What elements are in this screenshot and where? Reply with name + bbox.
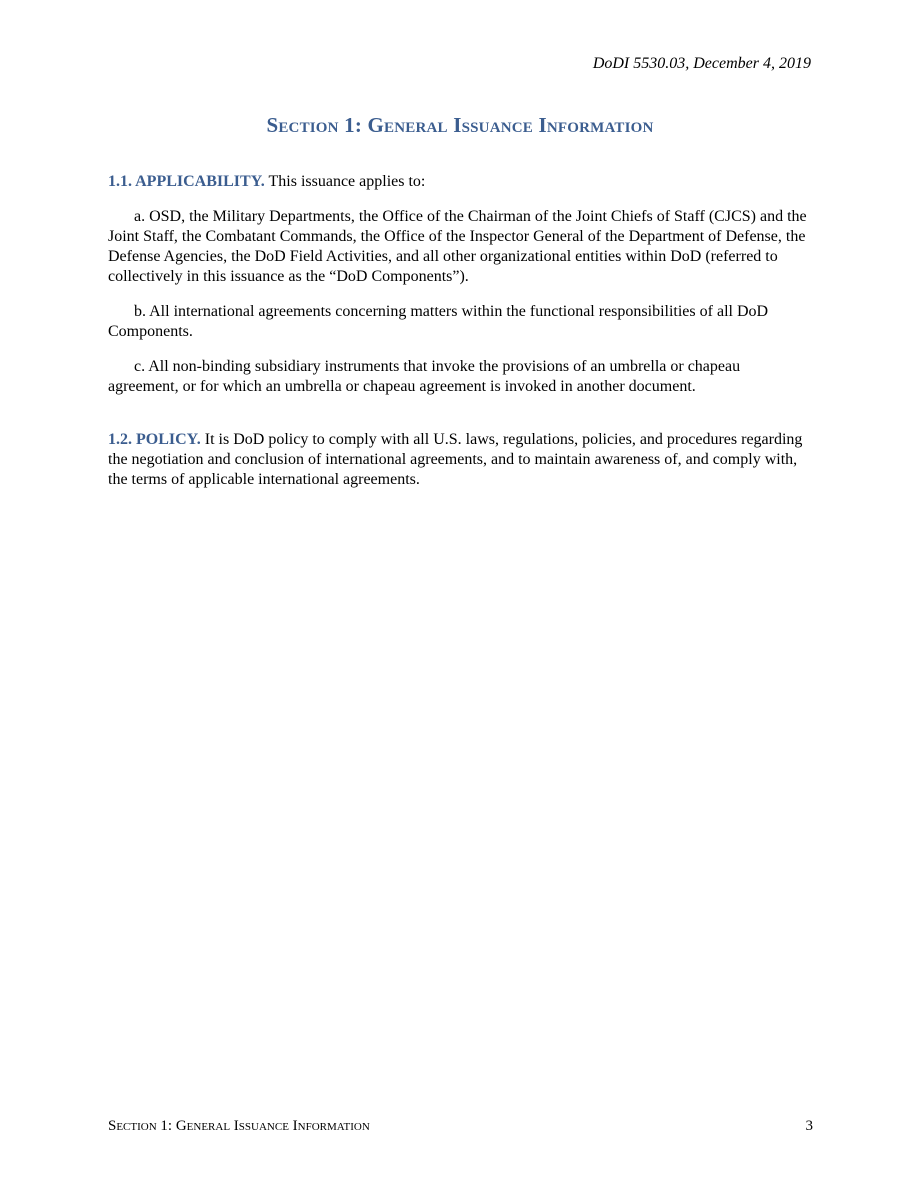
applicability-item-b: b. All international agreements concerning matters within the functional responsibilities of all DoD Components. [108,303,769,340]
section-title: Section 1: General Issuance Information [266,113,654,137]
document-body [108,172,813,490]
applicability-heading: 1.1. APPLICABILITY. [108,173,265,190]
applicability-intro: This issuance applies to: [264,173,426,190]
applicability-item-c: c. All non-binding subsidiary instruments that invoke the provisions of an umbrella or chapeau agreement, or for which an umbrella or chapeau agreement is invoked in another document. [108,358,741,395]
policy-paragraph [108,430,813,490]
page-footer [108,1118,813,1135]
footer-section-title: Section 1: General Issuance Information [108,1118,370,1134]
page-number: 3 [805,1118,813,1134]
policy-text: It is DoD policy to comply with all U.S. laws, regulations, policies, and procedures regarding the negotiation and conclusion of international agreements, and to maintain awareness of, and comply with, the terms of applicable international agreements. [108,431,803,488]
applicability-paragraph [108,172,813,192]
applicability-item-a: a. OSD, the Military Departments, the Office of the Chairman of the Joint Chiefs of Staff (CJCS) and the Joint Staff, the Combatant Commands, the Office of the Inspector General of the Department of Defense, the Defense Agencies, the DoD Field Activities, and all other organizational entities within DoD (referred to collectively in this issuance as the “DoD Components”). [108,208,807,285]
document-reference: DoDI 5530.03, December 4, 2019 [592,55,811,72]
policy-heading: 1.2. POLICY. [108,431,201,448]
